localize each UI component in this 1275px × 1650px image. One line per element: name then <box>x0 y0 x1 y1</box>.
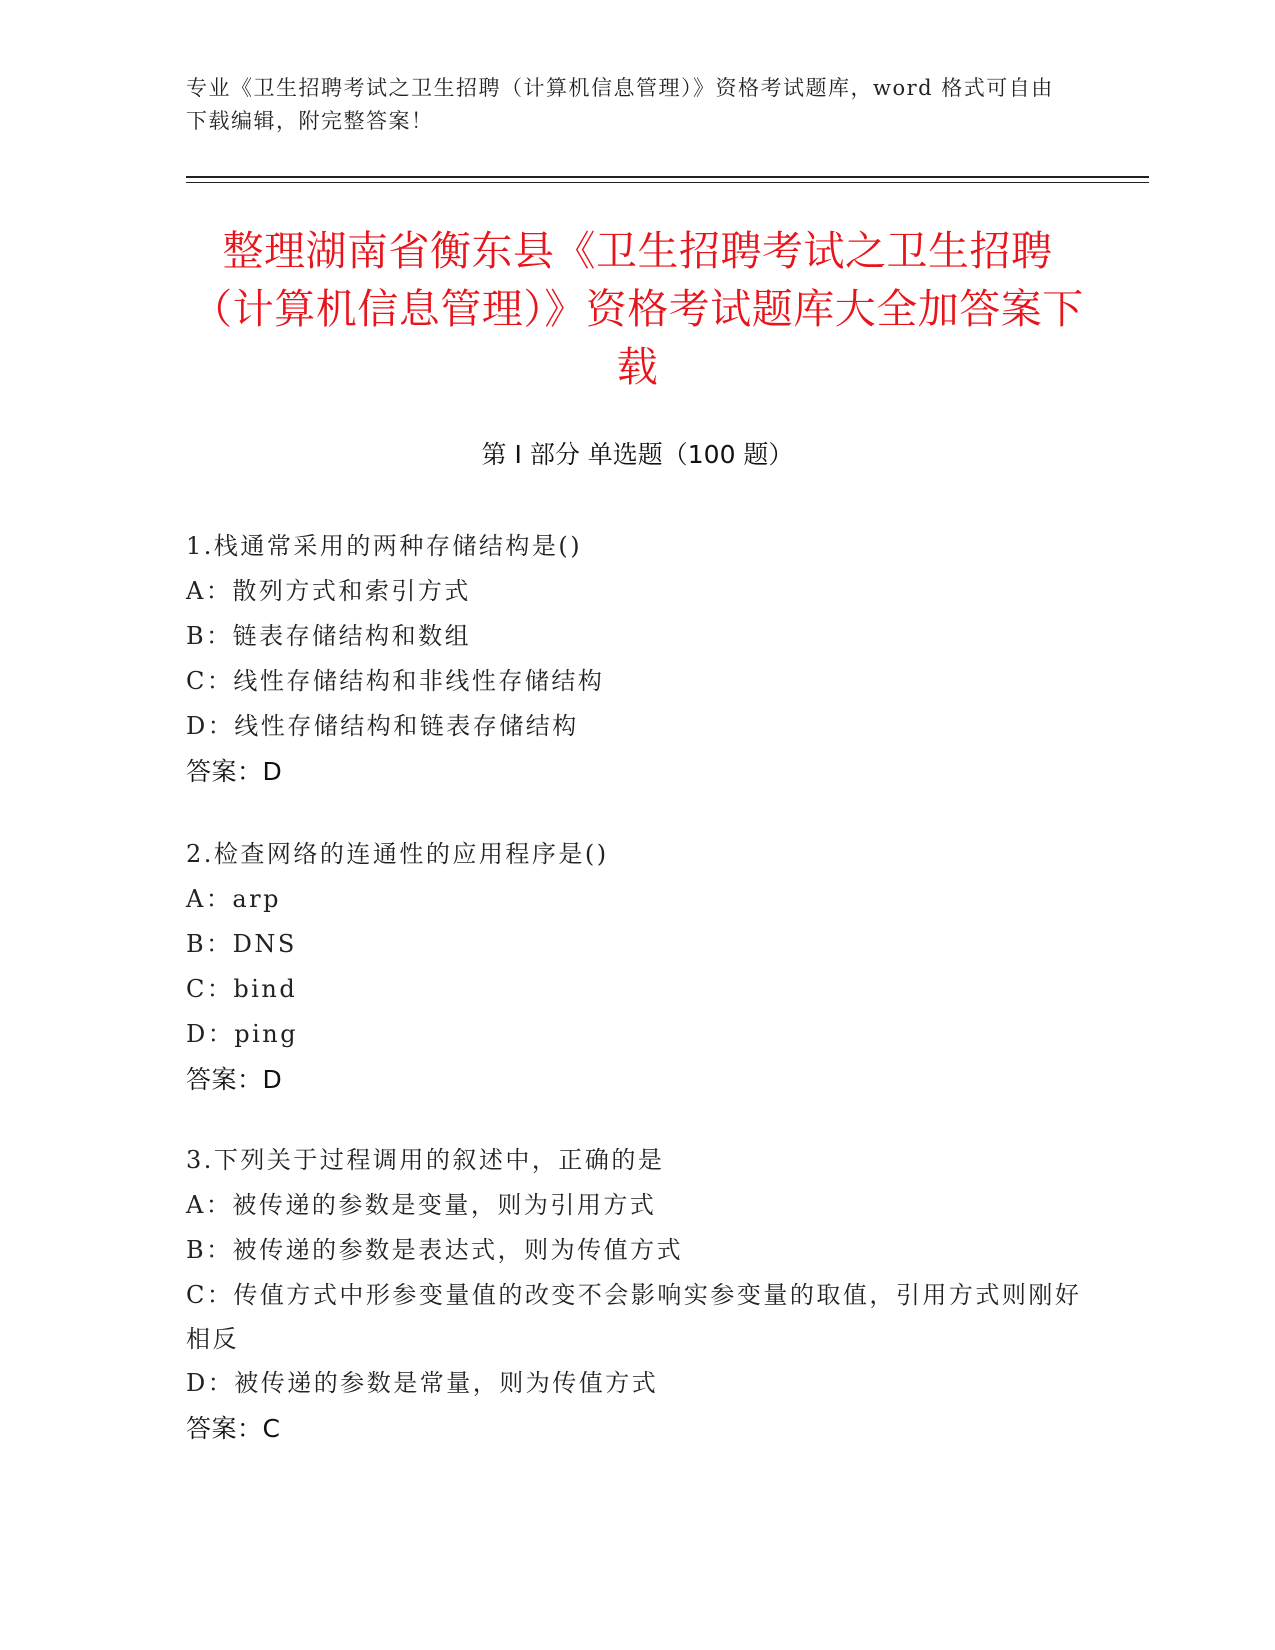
question-stem: 1.栈通常采用的两种存储结构是() <box>186 532 583 560</box>
answer-line: 答案：C <box>186 1414 281 1443</box>
question-block <box>186 524 1086 794</box>
option-d: D：ping <box>186 1020 299 1048</box>
answer-line: 答案：D <box>186 1065 283 1094</box>
option-a: A：散列方式和索引方式 <box>186 577 471 605</box>
option-c: C：bind <box>186 975 298 1003</box>
header-divider-thin <box>186 182 1149 183</box>
question-stem: 2.检查网络的连通性的应用程序是() <box>186 840 609 868</box>
option-b: B：被传递的参数是表达式，则为传值方式 <box>186 1236 684 1264</box>
option-a: A：arp <box>186 885 281 913</box>
header-divider-thick <box>186 176 1149 178</box>
question-block <box>186 1138 1086 1451</box>
option-d: D：被传递的参数是常量，则为传值方式 <box>186 1369 659 1397</box>
document-title: 整理湖南省衡东县《卫生招聘考试之卫生招聘（计算机信息管理）》资格考试题库大全加答案下载 <box>191 227 1084 391</box>
answer-line: 答案：D <box>186 757 283 786</box>
option-a: A：被传递的参数是变量，则为引用方式 <box>186 1191 657 1219</box>
option-d: D：线性存储结构和链表存储结构 <box>186 712 579 740</box>
option-b: B：链表存储结构和数组 <box>186 622 472 650</box>
question-stem: 3.下列关于过程调用的叙述中，正确的是 <box>186 1146 665 1174</box>
option-c: C：线性存储结构和非线性存储结构 <box>186 667 605 695</box>
section-heading: 第 I 部分 单选题（100 题） <box>481 440 794 469</box>
question-block <box>186 832 1086 1102</box>
header-note: 专业《卫生招聘考试之卫生招聘（计算机信息管理）》资格考试题库，word 格式可自由下载编辑，附完整答案！ <box>186 76 1054 133</box>
option-c: C：传值方式中形参变量值的改变不会影响实参变量的取值，引用方式则刚好相反 <box>186 1281 1082 1353</box>
option-b: B：DNS <box>186 930 297 958</box>
